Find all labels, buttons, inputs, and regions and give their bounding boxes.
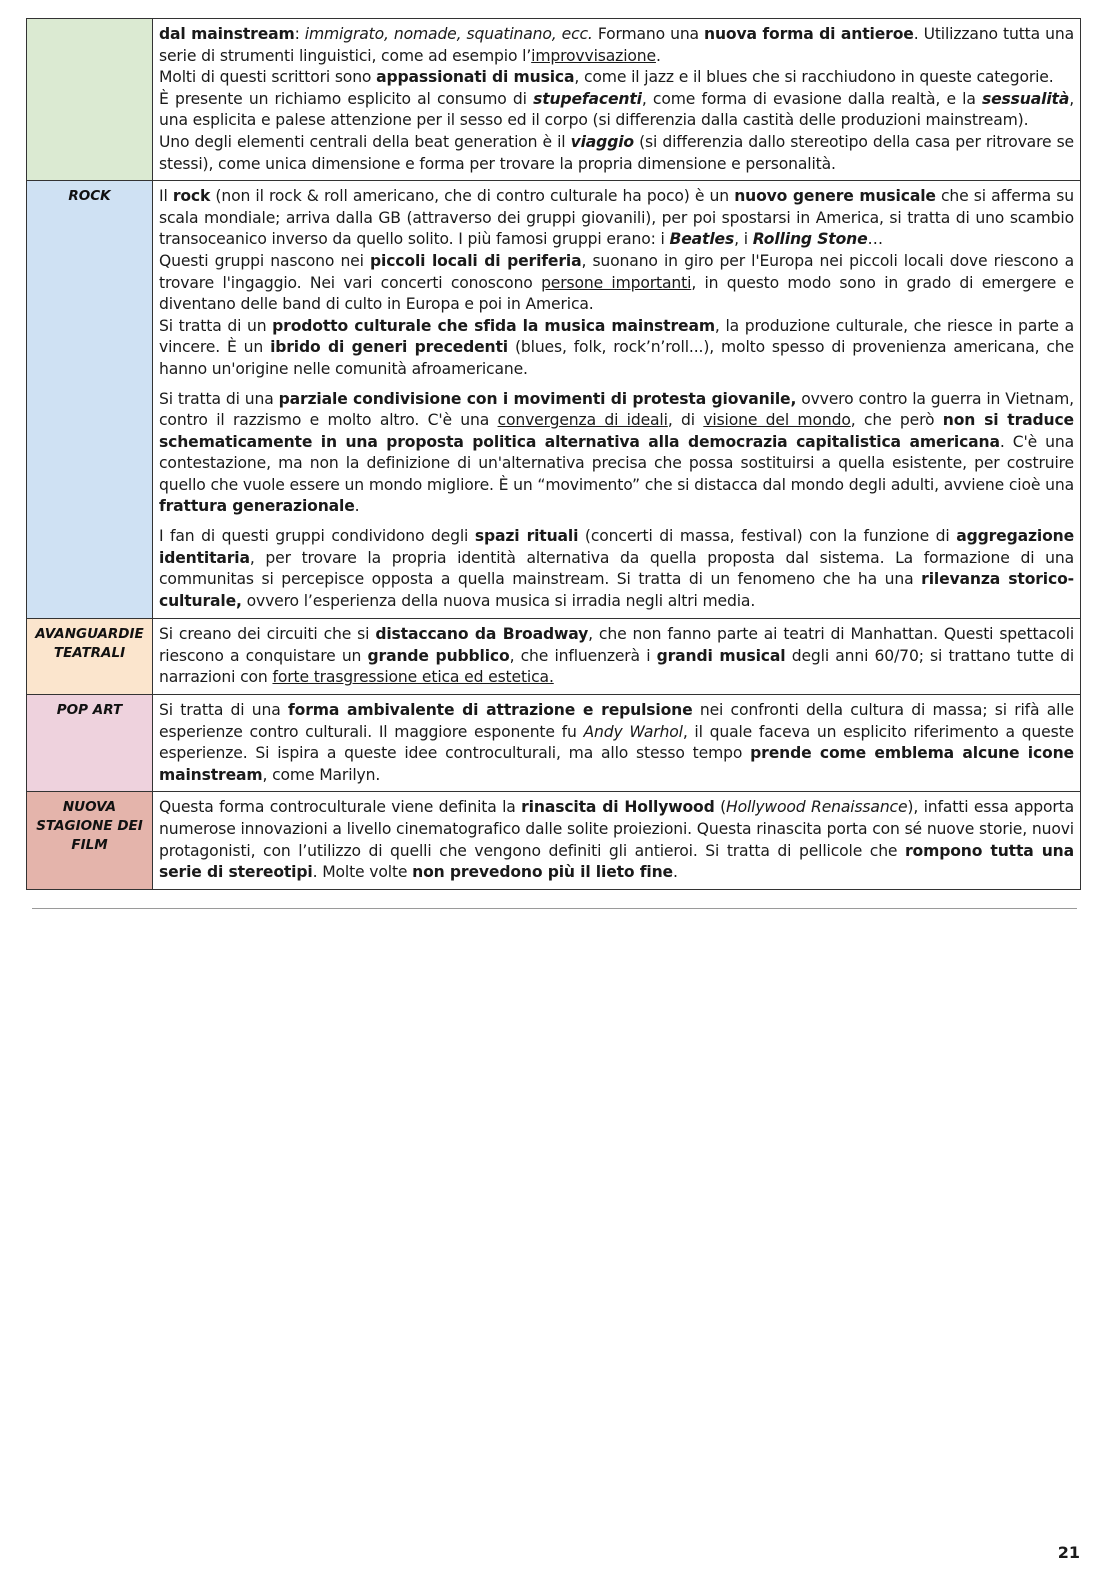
table-row-beat-generation (27, 19, 1081, 181)
bold-italic-text: viaggio (570, 132, 634, 151)
paragraph (159, 624, 1074, 689)
text-run: . (672, 863, 678, 882)
underlined-text: forte trasgressione etica ed estetica. (272, 668, 554, 687)
text-run: Questa forma controculturale viene definita la (159, 798, 522, 817)
text-run: , una esplicita e palese attenzione per il sesso ed il corpo (si differenzia dalla castità delle produzioni mainstream). (159, 89, 1075, 130)
text-run: nei confronti della cultura di massa; si rifà alle esperienze contro culturali. Il maggiore esponente fu (159, 700, 1074, 741)
text-run: (si differenzia dallo stereotipo della casa per ritrovare se stessi), come unica dimensione e forma per trovare la propria dimensione e personalità. (159, 132, 1074, 173)
text-run: Questi gruppi nascono nei (159, 251, 370, 270)
text-run: (blues, folk, rock’n’roll...), molto spesso di provenienza americana, che hanno un'origine nelle comunità afroamericane. (159, 338, 1074, 378)
bold-text: grandi musical (656, 646, 786, 665)
category-cell: ROCK (27, 181, 153, 619)
content-cell (153, 792, 1081, 889)
text-run: I fan di questi gruppi condividono degli (159, 527, 475, 546)
italic-text: Andy Warhol (583, 722, 683, 741)
text-run: Uno degli elementi centrali della beat generation è il (159, 132, 571, 151)
text-run: . Molte volte (312, 863, 413, 882)
table-row-rock (27, 181, 1081, 619)
bold-text: nuovo genere musicale (734, 187, 936, 206)
bold-text: rock (172, 187, 211, 206)
text-run: Si tratta di un (159, 316, 273, 335)
italic-text: immigrato, nomade, squatinano, ecc. (304, 25, 593, 43)
bold-text: dal mainstream (159, 25, 295, 43)
text-run: . (655, 46, 661, 65)
content-cell (153, 181, 1081, 619)
text-run: , come Marilyn. (262, 765, 381, 784)
bold-text: forma ambivalente di attrazione e repulsione (288, 700, 693, 719)
bold-text: piccoli locali di periferia (369, 251, 582, 270)
text-run: , di (667, 411, 704, 430)
text-run: , la produzione culturale, che riesce in parte a vincere. È un (159, 316, 1074, 357)
text-run: , come il jazz e il blues che si racchiudono in queste categorie. (574, 68, 1054, 87)
paragraph (159, 389, 1074, 519)
table-row-pop-art (27, 694, 1081, 791)
text-run: , suonano in giro per l'Europa nei piccoli locali dove riescono a trovare l'ingaggio. Nei vari concerti conoscono (159, 251, 1074, 292)
text-run: . Utilizzano tutta una serie di strumenti linguistici, come ad esempio l’ (159, 25, 1074, 65)
bold-italic-text: Rolling Stone (752, 230, 868, 249)
bold-text: non si traduce schematicamente in una proposta politica alternativa alla democrazia capitalistica americana (159, 411, 1074, 451)
bold-text: prodotto culturale che sfida la musica mainstream (272, 316, 715, 335)
bold-text: frattura generazionale (159, 497, 355, 516)
bold-text: spazi rituali (474, 527, 579, 546)
bold-italic-text: Beatles (669, 230, 735, 249)
bold-text: aggregazione identitaria (159, 527, 1075, 567)
content-cell (153, 694, 1081, 791)
text-run: , che influenzerà i (509, 646, 657, 665)
bold-text: grande pubblico (367, 646, 510, 665)
text-run: ), infatti essa apporta numerose innovazioni a livello cinematografico dalle solite proiezioni. Questa rinascita porta con sé nuove storie, nuovi protagonisti, con l’utilizzo di quelli che vengono definiti gli antieroi. Si tratta di pellicole che (159, 798, 1075, 860)
italic-text: Hollywood Renaissance (726, 798, 908, 817)
text-run: , i (734, 230, 753, 249)
text-run: , che però (850, 411, 943, 430)
bold-text: prende come emblema alcune icone mainstream (159, 744, 1074, 784)
underlined-text: persone importanti (541, 273, 692, 292)
category-cell: AVANGUARDIE TEATRALI (27, 619, 153, 695)
table-row-nuova-stagione-dei-film (27, 792, 1081, 889)
text-run: ovvero contro la guerra in Vietnam, contro il razzismo e molto altro. C'è una (159, 389, 1074, 430)
content-cell (153, 19, 1081, 181)
paragraph (159, 797, 1074, 883)
text-run: . C'è una contestazione, ma non la definizione di un'alternativa precisa che possa sostituirsi a quella esistente, per costruire quello che vuole essere un mondo migliore. È un “movimento” che si distacca dal mondo degli adulti, avviene cioè una (159, 432, 1074, 494)
category-cell (27, 19, 153, 181)
footer-divider (32, 908, 1077, 909)
text-run: Il (159, 187, 173, 206)
paragraph (159, 186, 1074, 380)
underlined-text: improvvisazione (531, 46, 656, 65)
text-run: … (867, 230, 883, 249)
page-number: 21 (1057, 1543, 1080, 1562)
table-row-avanguardie-teatrali (27, 619, 1081, 695)
bold-text: non prevedono più il lieto fine (412, 863, 673, 882)
content-cell (153, 619, 1081, 695)
text-run: Si tratta di una (159, 389, 279, 408)
text-run: (concerti di massa, festival) con la funzione di (578, 527, 957, 546)
bold-text: rinascita di Hollywood (521, 798, 715, 817)
text-run: , per trovare la propria identità alternativa da quella proposta dal sistema. La formazione di una communitas si percepisce opposta a quella mainstream. Si tratta di un fenomeno che ha una (159, 548, 1074, 589)
text-run: ( (714, 798, 727, 817)
text-run: Si tratta di una (159, 700, 288, 719)
text-run: Si creano dei circuiti che si (159, 625, 376, 644)
text-run: , come forma di evasione dalla realtà, e la (641, 89, 982, 108)
underlined-text: visione del mondo (703, 411, 851, 430)
bold-text: appassionati di musica (376, 68, 575, 87)
text-run: ovvero l’esperienza della nuova musica si irradia negli altri media. (241, 591, 756, 610)
bold-text: rilevanza storico-culturale, (159, 570, 1074, 610)
category-cell: NUOVA STAGIONE DEI FILM (27, 792, 153, 889)
text-run: degli anni 60/70; si trattano tutte di narrazioni con (159, 646, 1075, 687)
category-cell: POP ART (27, 694, 153, 791)
bold-text: rompono tutta una serie di stereotipi (159, 841, 1074, 882)
text-run: che si afferma su scala mondiale; arriva dalla GB (attraverso dei gruppi giovanili), per poi spostarsi in America, si tratta di uno scambio transoceanico inverso da quello solito. I più famosi gruppi erano: i (159, 187, 1074, 249)
paragraph (159, 24, 1074, 175)
notes-table (26, 18, 1081, 890)
notes-sheet (26, 18, 1081, 890)
text-run: È presente un richiamo esplicito al consumo di (159, 89, 534, 108)
text-run: (non il rock & roll americano, che di contro culturale ha poco) è un (210, 187, 735, 206)
bold-text: parziale condivisione con i movimenti di protesta giovanile, (278, 389, 797, 408)
paragraph (159, 700, 1074, 786)
paragraph (159, 526, 1074, 612)
bold-text: nuova forma di antieroe (704, 25, 914, 43)
text-run: , che non fanno parte ai teatri di Manhattan. Questi spettacoli riescono a conquistare un (159, 625, 1075, 665)
bold-text: distaccano da Broadway (375, 625, 589, 644)
bold-italic-text: stupefacenti (533, 89, 642, 108)
text-run: : (294, 25, 305, 43)
text-run: , in questo modo sono in grado di emergere e diventano delle band di culto in Europa e poi in America. (159, 273, 1074, 314)
text-run: Formano una (592, 25, 705, 43)
text-run: , il quale faceva un esplicito riferimento a queste esperienze. Si ispira a queste idee controculturali, ma allo stesso tempo (159, 722, 1074, 763)
bold-italic-text: sessualità (981, 89, 1070, 108)
text-run: Molti di questi scrittori sono (159, 68, 377, 87)
bold-text: ibrido di generi precedenti (270, 338, 508, 357)
text-run: . (354, 497, 360, 516)
underlined-text: convergenza di ideali (497, 411, 668, 430)
